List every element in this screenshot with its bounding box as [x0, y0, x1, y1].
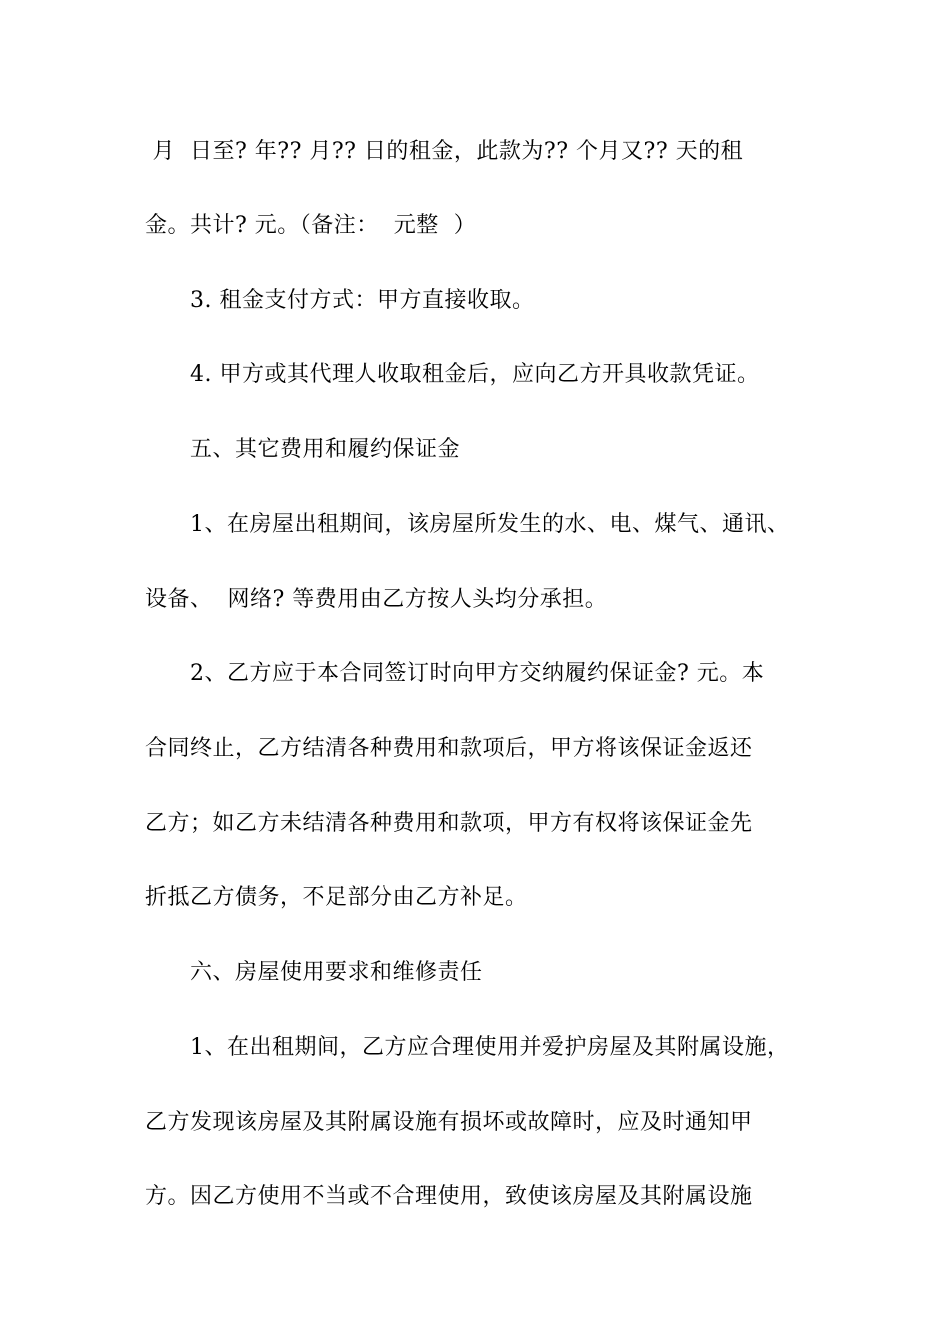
section-heading: 五、其它费用和履约保证金 [190, 437, 461, 462]
text-line: 3. 租金支付方式：甲方直接收取。 [190, 288, 535, 313]
text-line: 1、在房屋出租期间，该房屋所发生的水、电、煤气、通讯、 [190, 512, 790, 537]
text-line: 设备、 网络? 等费用由乙方按人头均分承担。 [145, 587, 608, 612]
text-line: 金。共计? 元。（备注： 元整 ） [145, 213, 477, 238]
text-line: 折抵乙方债务，不足部分由乙方补足。 [145, 885, 528, 910]
text-line: 乙方；如乙方未结清各种费用和款项，甲方有权将该保证金先 [145, 811, 753, 836]
text-line: 月 日至? 年?? 月?? 日的租金，此款为?? 个月又?? 天的租 [145, 139, 744, 164]
text-line: 2、乙方应于本合同签订时向甲方交纳履约保证金? 元。本 [190, 661, 765, 686]
text-line: 方。因乙方使用不当或不合理使用，致使该房屋及其附属设施 [145, 1184, 753, 1209]
section-heading: 六、房屋使用要求和维修责任 [190, 960, 483, 985]
text-line: 1、在出租期间，乙方应合理使用并爱护房屋及其附属设施， [190, 1035, 790, 1060]
text-line: 4. 甲方或其代理人收取租金后，应向乙方开具收款凭证。 [190, 362, 760, 387]
text-line: 乙方发现该房屋及其附属设施有损坏或故障时，应及时通知甲 [145, 1110, 753, 1135]
text-line: 合同终止，乙方结清各种费用和款项后，甲方将该保证金返还 [145, 736, 753, 761]
